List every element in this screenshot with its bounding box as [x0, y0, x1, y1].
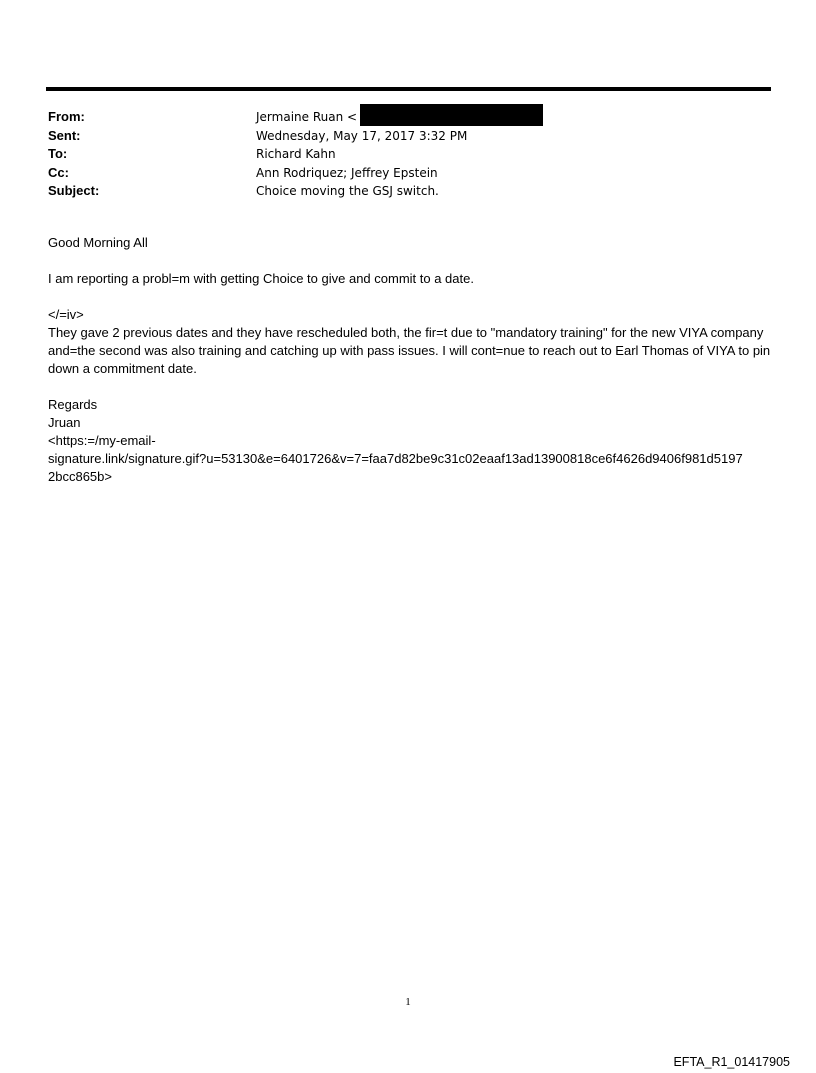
header-divider: [46, 87, 771, 91]
signature-link-line-1: <https:=/my-email-: [48, 433, 156, 448]
from-row: [48, 108, 768, 127]
to-label: To:: [48, 146, 68, 161]
email-header: [48, 108, 768, 201]
signature-link-line-3: 2bcc865b>: [48, 469, 112, 484]
sent-label: Sent:: [48, 127, 81, 143]
sent-value: Wednesday, May 17, 2017 3:32 PM: [256, 128, 468, 143]
page-number: 1: [405, 996, 411, 1008]
to-value: Richard Kahn: [256, 147, 336, 161]
sent-row: [48, 127, 768, 146]
email-body: [48, 234, 778, 486]
body-line-1: I am reporting a probl=m with getting Choice to give and commit to a date.: [48, 271, 474, 286]
from-value: [256, 108, 543, 127]
cc-label: Cc:: [48, 164, 69, 180]
signature-name: Jruan: [48, 415, 81, 430]
cc-row: [48, 164, 768, 183]
body-paragraph: They gave 2 previous dates and they have rescheduled both, the fir=t due to "mandatory training" for the new VIYA company and=the second was also training and catching up with pass issues. I will cont=nue to reach out to Earl Thomas of VIYA to pin down a commitment date.: [48, 325, 771, 376]
greeting: Good Morning All: [48, 235, 148, 250]
div-tag-text: </=iv>: [48, 307, 84, 322]
from-label: From:: [48, 109, 85, 124]
subject-label: Subject:: [48, 183, 100, 198]
signature-link-line-2: signature.link/signature.gif?u=53130&e=6401726&v=7=faa7d82be9c31c02eaaf13ad13900818ce6f4626d9406f981d5197: [48, 451, 743, 466]
cc-value: Ann Rodriquez; Jeffrey Epstein: [256, 165, 438, 180]
document-id: EFTA_R1_01417905: [673, 1055, 790, 1069]
to-row: [48, 145, 768, 164]
redaction-block: [360, 104, 543, 126]
closing: Regards: [48, 397, 98, 412]
subject-row: [48, 182, 768, 201]
subject-value: Choice moving the GSJ switch.: [256, 184, 439, 198]
sender-name: Jermaine Ruan <: [256, 110, 358, 124]
